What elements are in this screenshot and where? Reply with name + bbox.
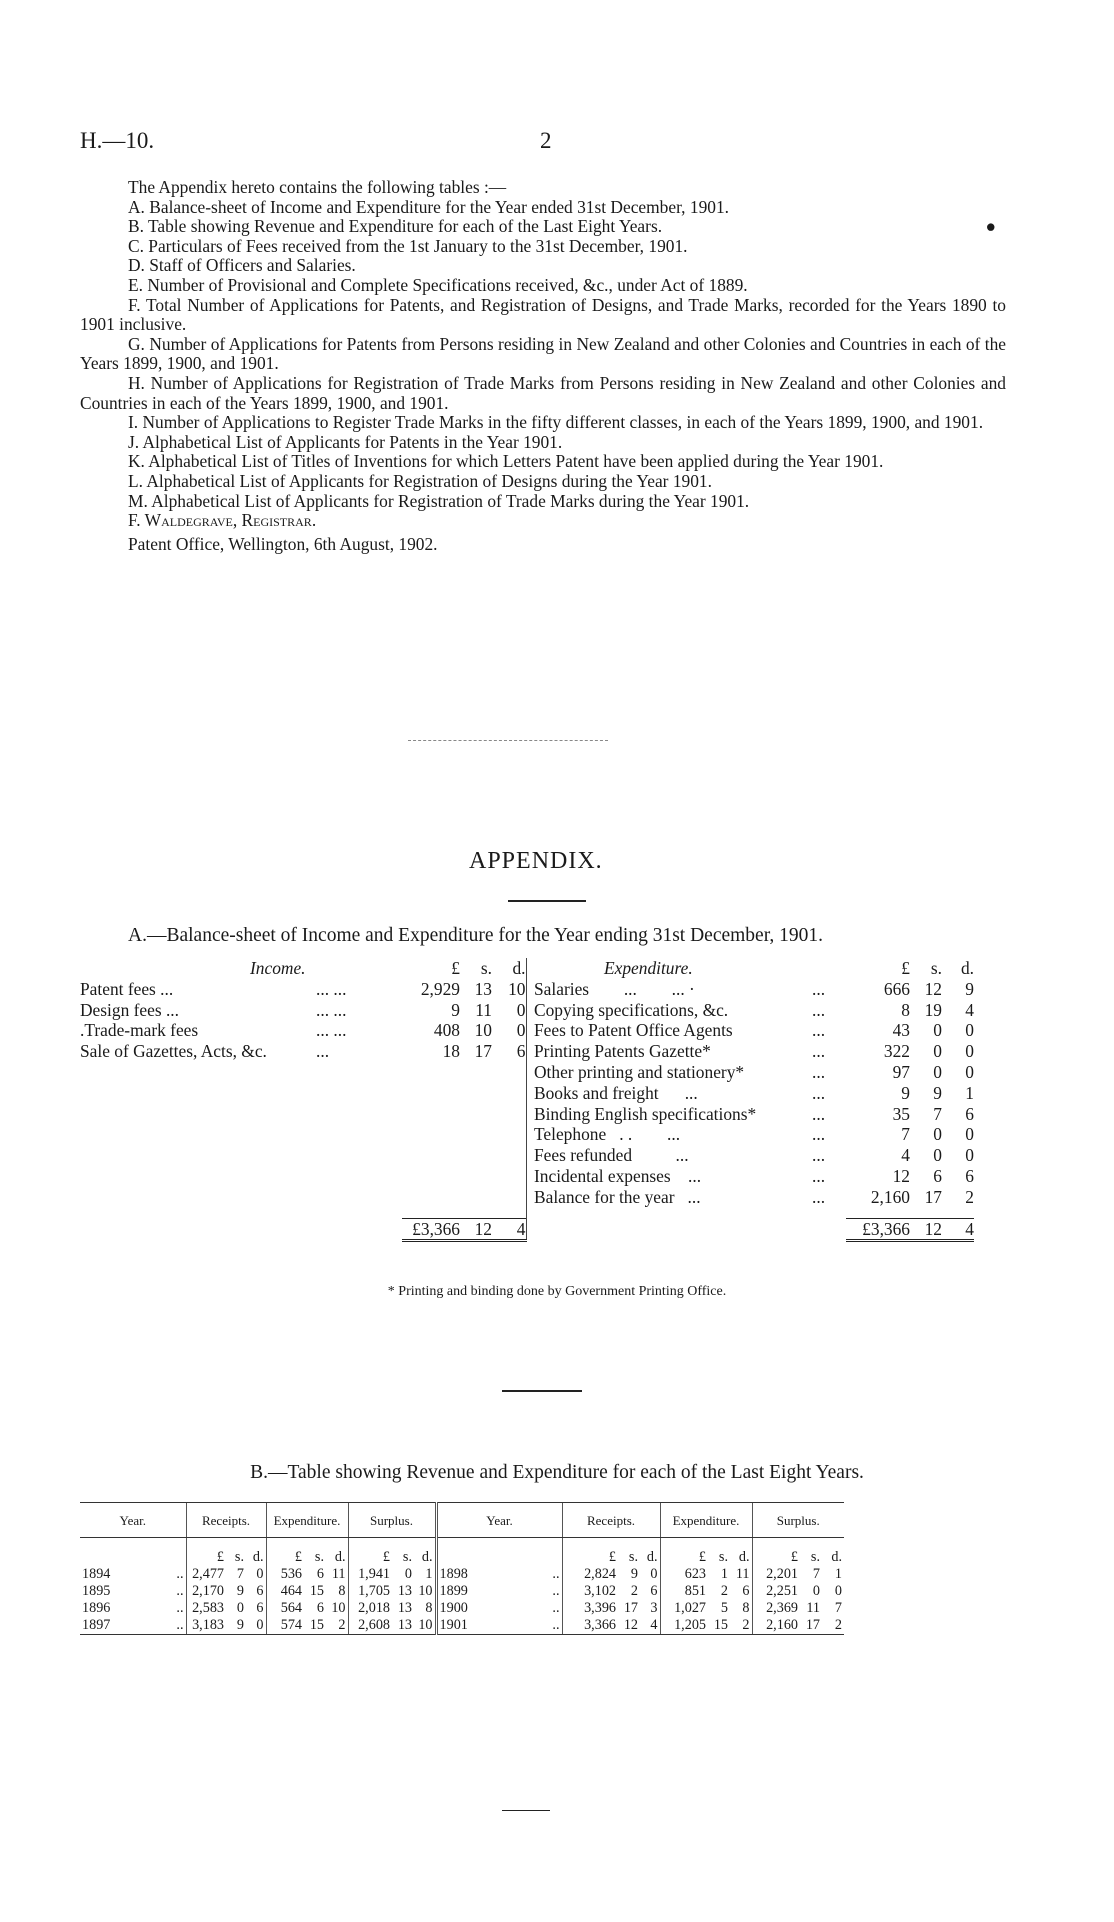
table-row: 1894 .. 2,477 7 0 536 6 11 1,941 0 1 1898 .. 2,824 9 0 623 1 11 2,201 7 1: [82, 1566, 842, 1582]
table-b-title: B.—Table showing Revenue and Expenditure for each of the Last Eight Years.: [250, 1462, 864, 1483]
year-cell: 1901: [436, 1617, 536, 1635]
surplus-pounds: 2,369: [752, 1600, 800, 1617]
registrar-signature: F. Waldegrave, Registrar.: [128, 510, 317, 531]
expenditure-pounds: 1,205: [660, 1617, 708, 1635]
surplus-shillings: 11: [806, 1600, 820, 1616]
unit-shillings: s.: [810, 1549, 820, 1565]
year-cell: 1899: [436, 1583, 536, 1600]
receipts-shillings: 12: [618, 1617, 640, 1635]
pounds-header: £: [901, 958, 910, 978]
receipts-pence: 6: [650, 1583, 658, 1599]
expenditure-shillings: 15: [309, 1583, 324, 1599]
expenditure-total-pounds: £3,366: [846, 1218, 910, 1241]
expenditure-leader-dots: ...: [812, 1061, 826, 1082]
balance-sheet-header-row: [80, 958, 974, 979]
balance-sheet-row: [80, 1104, 974, 1125]
income-pounds: 2,929: [420, 978, 460, 999]
year-cell: 1894: [82, 1566, 111, 1582]
year-cell: 1895: [82, 1583, 111, 1599]
intro-item-a: A. Balance-sheet of Income and Expenditure for the Year ended 31st December, 1901.: [128, 196, 730, 217]
expenditure-shillings: 15: [304, 1617, 326, 1635]
pence-header: d.: [960, 958, 974, 978]
receipts-shillings: 17: [623, 1600, 638, 1616]
expenditure-pence: 4: [965, 999, 974, 1020]
surplus-pounds: 2,251: [752, 1583, 800, 1600]
receipts-pounds: 2,170: [186, 1583, 226, 1600]
expenditure-label: Copying specifications, &c.: [534, 999, 729, 1020]
unit-pence: d.: [738, 1549, 750, 1565]
balance-sheet-row: [80, 1145, 974, 1166]
expenditure-pence: 8: [742, 1600, 750, 1616]
expenditure-total-shillings: 12: [910, 1218, 942, 1241]
expenditure-leader-dots: ...: [812, 1082, 826, 1103]
expenditure-label: Incidental expenses ...: [534, 1165, 702, 1186]
expenditure-pounds: 4: [901, 1145, 910, 1166]
unit-pence: d.: [421, 1549, 433, 1565]
expenditure-label: Printing Patents Gazette*: [534, 1041, 711, 1062]
receipts-pence: 0: [256, 1566, 264, 1582]
receipts-pounds: 3,183: [186, 1617, 226, 1635]
surplus-pence: 0: [834, 1583, 842, 1599]
surplus-pence: 10: [418, 1583, 433, 1599]
income-leader-dots: ... ...: [316, 999, 347, 1020]
place-date: Patent Office, Wellington, 6th August, 1902.: [128, 533, 438, 554]
expenditure-leader-dots: ...: [812, 1124, 826, 1145]
income-total-pence: 4: [492, 1218, 526, 1241]
expenditure-pounds: 851: [660, 1583, 708, 1600]
receipts-pence: 3: [650, 1600, 658, 1616]
income-pounds: 9: [451, 999, 460, 1020]
income-total-shillings: 12: [460, 1218, 492, 1241]
expenditure-shillings: 0: [933, 1145, 942, 1166]
expenditure-leader-dots: ...: [812, 1020, 826, 1041]
unit-shillings: s.: [234, 1549, 244, 1565]
unit-pounds: £: [752, 1538, 800, 1567]
expenditure-leader-dots: ...: [812, 1186, 826, 1207]
surplus-shillings: 0: [404, 1566, 412, 1582]
income-pounds: 18: [442, 1041, 460, 1062]
receipts-pence: 6: [256, 1583, 264, 1599]
expenditure-shillings: 17: [924, 1186, 942, 1207]
income-shillings: 11: [475, 999, 492, 1020]
expenditure-pence: 6: [965, 1103, 974, 1124]
expenditure-pounds: 536: [266, 1566, 304, 1583]
unit-shillings: s.: [718, 1549, 728, 1565]
balance-sheet-row: [80, 1083, 974, 1104]
receipts-pounds: 2,824: [562, 1566, 618, 1583]
receipts-shillings: 9: [226, 1617, 246, 1635]
table-row: 1895 .. 2,170 9 6 464 15 8 1,705 13 10 1899 .. 3,102 2 6 851 2 6 2,251 0 0: [82, 1583, 842, 1599]
col-expenditure: Expenditure.: [266, 1503, 348, 1538]
unit-pounds: £: [660, 1538, 708, 1567]
surplus-shillings: 7: [812, 1566, 820, 1582]
expenditure-label: Fees to Patent Office Agents: [534, 1020, 733, 1041]
income-leader-dots: ...: [316, 1041, 330, 1062]
intro-section: [80, 177, 1006, 554]
intro-lead: The Appendix hereto contains the following tables :—: [128, 177, 507, 197]
year-cell: 1900: [436, 1600, 536, 1617]
income-pence: 0: [492, 1020, 526, 1041]
balance-sheet-table: [80, 958, 974, 1244]
surplus-pence: 1: [425, 1566, 433, 1582]
year-cell: 1897: [80, 1617, 160, 1635]
expenditure-pounds: 35: [892, 1103, 910, 1124]
expenditure-shillings: 0: [933, 1061, 942, 1082]
income-shillings: 17: [474, 1041, 492, 1062]
surplus-shillings: 13: [392, 1617, 414, 1635]
expenditure-shillings: 0: [933, 1020, 942, 1041]
unit-shillings: s.: [314, 1549, 324, 1565]
balance-sheet-row: [80, 1000, 974, 1021]
balance-sheet-row: [80, 1166, 974, 1187]
expenditure-shillings: 0: [933, 1041, 942, 1062]
receipts-pounds: 3,396: [562, 1600, 618, 1617]
expenditure-shillings: 9: [933, 1082, 942, 1103]
surplus-pence: 7: [834, 1600, 842, 1616]
income-label: Patent fees ...: [80, 978, 174, 999]
surplus-shillings: 0: [812, 1583, 820, 1599]
expenditure-pounds: 666: [883, 978, 910, 999]
expenditure-pence: 0: [965, 1061, 974, 1082]
expenditure-shillings: 7: [933, 1103, 942, 1124]
expenditure-shillings: 12: [924, 978, 942, 999]
appendix-heading: APPENDIX.: [469, 848, 603, 874]
receipts-pounds: 2,583: [186, 1600, 226, 1617]
receipts-shillings: 9: [236, 1583, 244, 1599]
receipts-pounds: 2,477: [186, 1566, 226, 1583]
surplus-shillings: 17: [800, 1617, 822, 1635]
bullet-mark: ●: [985, 216, 996, 237]
col-year: Year.: [80, 1503, 186, 1538]
expenditure-pounds: 12: [892, 1165, 910, 1186]
surplus-shillings: 13: [397, 1600, 412, 1616]
expenditure-label: Salaries ... ... ·: [534, 978, 695, 999]
footnote: * Printing and binding done by Government Printing Office.: [387, 1284, 727, 1299]
expenditure-shillings: 15: [708, 1617, 730, 1635]
expenditure-pence: 6: [742, 1583, 750, 1599]
receipts-pence: 0: [650, 1566, 658, 1582]
pence-header: d.: [492, 958, 526, 979]
expenditure-label: Other printing and stationery*: [534, 1061, 745, 1082]
unit-pounds: £: [348, 1538, 392, 1567]
year-cell: 1898: [436, 1566, 536, 1583]
page-number: 2: [540, 128, 552, 153]
expenditure-pounds: 464: [266, 1583, 304, 1600]
expenditure-label: Telephone . . ...: [534, 1124, 681, 1145]
expenditure-heading: Expenditure.: [604, 958, 693, 978]
expenditure-shillings: 0: [933, 1124, 942, 1145]
income-label: .Trade-mark fees: [80, 1020, 199, 1041]
surplus-pounds: 2,160: [752, 1617, 800, 1635]
surplus-pence: 1: [834, 1566, 842, 1582]
income-heading: Income.: [250, 958, 306, 978]
income-label: Design fees ...: [80, 999, 180, 1020]
table-b-header-row: [80, 1503, 844, 1538]
income-leader-dots: ... ...: [316, 978, 347, 999]
unit-pounds: £: [266, 1538, 304, 1567]
unit-pounds: £: [562, 1538, 618, 1567]
intro-item-f: F. Total Number of Applications for Patents, and Registration of Designs, and Trade Marks, recorded for the Years 1890 to 1901 inclusive.: [80, 294, 1006, 335]
receipts-shillings: 9: [630, 1566, 638, 1582]
col-surplus: Surplus.: [752, 1503, 844, 1538]
unit-shillings: s.: [402, 1549, 412, 1565]
balance-sheet-title: A.—Balance-sheet of Income and Expenditure for the Year ending 31st December, 1901.: [128, 925, 824, 946]
expenditure-pounds: 574: [266, 1617, 304, 1635]
heading-rule: [508, 900, 586, 902]
intro-item-c: C. Particulars of Fees received from the 1st January to the 31st December, 1901.: [128, 235, 688, 256]
expenditure-pence: 0: [965, 1041, 974, 1062]
balance-sheet-row: [80, 1187, 974, 1208]
document-code: H.—10.: [80, 128, 155, 153]
expenditure-shillings: 1: [720, 1566, 728, 1582]
unit-pence: d.: [252, 1549, 264, 1565]
expenditure-pounds: 2,160: [870, 1186, 910, 1207]
receipts-shillings: 7: [236, 1566, 244, 1582]
expenditure-leader-dots: ...: [812, 1165, 826, 1186]
expenditure-pounds: 623: [660, 1566, 708, 1583]
receipts-pounds: 3,102: [562, 1583, 618, 1600]
shillings-header: s.: [480, 958, 492, 978]
surplus-pence: 2: [822, 1617, 844, 1635]
expenditure-pence: 2: [965, 1186, 974, 1207]
expenditure-pounds: 9: [901, 1082, 910, 1103]
income-pence: 10: [492, 979, 526, 1000]
income-total-pounds: £3,366: [402, 1218, 460, 1241]
income-pounds: 408: [433, 1020, 460, 1041]
receipts-pence: 0: [246, 1617, 266, 1635]
intro-item-h: H. Number of Applications for Registration of Trade Marks from Persons residing in New Zealand and other Colonies and Countries in each of the Years 1899, 1900, and 1901.: [80, 372, 1006, 413]
surplus-pence: 8: [425, 1600, 433, 1616]
balance-sheet-total-row: [80, 1218, 974, 1241]
expenditure-leader-dots: ...: [812, 1103, 826, 1124]
balance-sheet-spacer: [80, 1208, 974, 1219]
intro-item-m: M. Alphabetical List of Applicants for Registration of Trade Marks during the Year 1901.: [128, 490, 750, 511]
income-shillings: 13: [474, 978, 492, 999]
expenditure-shillings: 6: [316, 1600, 324, 1616]
income-pence: 6: [492, 1041, 526, 1062]
receipts-pence: 6: [256, 1600, 264, 1616]
surplus-pence: 10: [414, 1617, 436, 1635]
table-row: 1897 .. 3,183 9 0 574 15 2 2,608 13 10 1901 .. 3,366 12 4 1,205 15 2 2,160 17 2: [82, 1617, 842, 1633]
expenditure-pounds: 43: [892, 1020, 910, 1041]
expenditure-pence: 0: [965, 1124, 974, 1145]
unit-pence: d.: [831, 1549, 842, 1565]
receipts-pounds: 3,366: [562, 1617, 618, 1635]
section-rule: [502, 1390, 582, 1392]
expenditure-label: Balance for the year ...: [534, 1186, 701, 1207]
unit-pence: d.: [334, 1549, 346, 1565]
expenditure-pence: 6: [965, 1165, 974, 1186]
expenditure-pounds: 1,027: [660, 1600, 708, 1617]
expenditure-pounds: 564: [266, 1600, 304, 1617]
expenditure-shillings: 5: [720, 1600, 728, 1616]
intro-item-g: G. Number of Applications for Patents from Persons residing in New Zealand and other Colonies and Countries in each of the Years 1899, 1900, and 1901.: [80, 333, 1006, 374]
income-pence: 0: [492, 1000, 526, 1021]
expenditure-shillings: 19: [924, 999, 942, 1020]
expenditure-pence: 2: [730, 1617, 752, 1635]
col-expenditure: Expenditure.: [660, 1503, 752, 1538]
expenditure-pence: 10: [331, 1600, 346, 1616]
expenditure-pence: 11: [331, 1566, 346, 1582]
expenditure-pence: 1: [965, 1082, 974, 1103]
intro-item-l: L. Alphabetical List of Applicants for Registration of Designs during the Year 1901.: [128, 470, 712, 491]
end-rule: [502, 1810, 550, 1811]
balance-sheet-row: [80, 1041, 974, 1062]
income-shillings: 10: [474, 1020, 492, 1041]
balance-sheet-row: [80, 1020, 974, 1041]
income-leader-dots: ... ...: [316, 1020, 347, 1041]
surplus-pounds: 1,705: [348, 1583, 392, 1600]
col-receipts: Receipts.: [562, 1503, 660, 1538]
surplus-pounds: 2,018: [348, 1600, 392, 1617]
expenditure-shillings: 6: [316, 1566, 324, 1582]
surplus-shillings: 13: [397, 1583, 412, 1599]
table-b-unit-row: [80, 1538, 844, 1567]
table-row: 1896 .. 2,583 0 6 564 6 10 2,018 13 8 1900 .. 3,396 17 3 1,027 5 8 2,369 11 7: [82, 1600, 842, 1616]
expenditure-pence: 8: [338, 1583, 346, 1599]
expenditure-pence: 2: [326, 1617, 348, 1635]
shillings-header: s.: [930, 958, 942, 978]
receipts-shillings: 2: [630, 1583, 638, 1599]
expenditure-pence: 0: [965, 1145, 974, 1166]
section-separator: [408, 740, 608, 741]
balance-sheet-row: [80, 1062, 974, 1083]
unit-pence: d.: [646, 1549, 658, 1565]
expenditure-pounds: 97: [892, 1061, 910, 1082]
expenditure-shillings: 2: [720, 1583, 728, 1599]
intro-item-k: K. Alphabetical List of Titles of Inventions for which Letters Patent have been applied during the Year 1901.: [128, 451, 884, 472]
income-label: Sale of Gazettes, Acts, &c.: [80, 1041, 267, 1062]
expenditure-pounds: 322: [883, 1041, 910, 1062]
expenditure-leader-dots: ...: [812, 1145, 826, 1166]
col-surplus: Surplus.: [348, 1503, 436, 1538]
table-b: [80, 1502, 844, 1635]
year-cell: 1896: [82, 1600, 111, 1616]
pounds-header: £: [451, 958, 460, 978]
expenditure-pounds: 8: [901, 999, 910, 1020]
expenditure-leader-dots: ...: [812, 999, 826, 1020]
expenditure-pounds: 7: [901, 1124, 910, 1145]
balance-sheet-row: [80, 979, 974, 1000]
receipts-pence: 4: [640, 1617, 660, 1635]
intro-item-b: B. Table showing Revenue and Expenditure for each of the Last Eight Years. ●: [128, 216, 996, 237]
unit-shillings: s.: [628, 1549, 638, 1565]
expenditure-label: Books and freight ...: [534, 1082, 698, 1103]
intro-item-d: D. Staff of Officers and Salaries.: [128, 255, 356, 276]
expenditure-shillings: 6: [933, 1165, 942, 1186]
expenditure-label: Fees refunded ...: [534, 1145, 689, 1166]
surplus-pounds: 1,941: [348, 1566, 392, 1583]
intro-item-i: I. Number of Applications to Register Trade Marks in the fifty different classes, in each of the Years 1899, 1900, and 1901.: [128, 412, 984, 433]
expenditure-leader-dots: ...: [812, 1041, 826, 1062]
surplus-pounds: 2,608: [348, 1617, 392, 1635]
expenditure-pence: 11: [735, 1566, 750, 1582]
receipts-shillings: 0: [236, 1600, 244, 1616]
intro-item-e: E. Number of Provisional and Complete Specifications received, &c., under Act of 1889.: [128, 274, 748, 295]
expenditure-pence: 9: [965, 978, 974, 999]
unit-pounds: £: [186, 1538, 226, 1567]
surplus-pounds: 2,201: [752, 1566, 800, 1583]
col-year: Year.: [436, 1503, 562, 1538]
balance-sheet-row: [80, 1124, 974, 1145]
col-receipts: Receipts.: [186, 1503, 266, 1538]
intro-item-j: J. Alphabetical List of Applicants for Patents in the Year 1901.: [128, 431, 563, 452]
expenditure-total-pence: 4: [942, 1218, 974, 1241]
expenditure-leader-dots: ...: [812, 978, 826, 999]
expenditure-label: Binding English specifications*: [534, 1103, 757, 1124]
expenditure-pence: 0: [965, 1020, 974, 1041]
